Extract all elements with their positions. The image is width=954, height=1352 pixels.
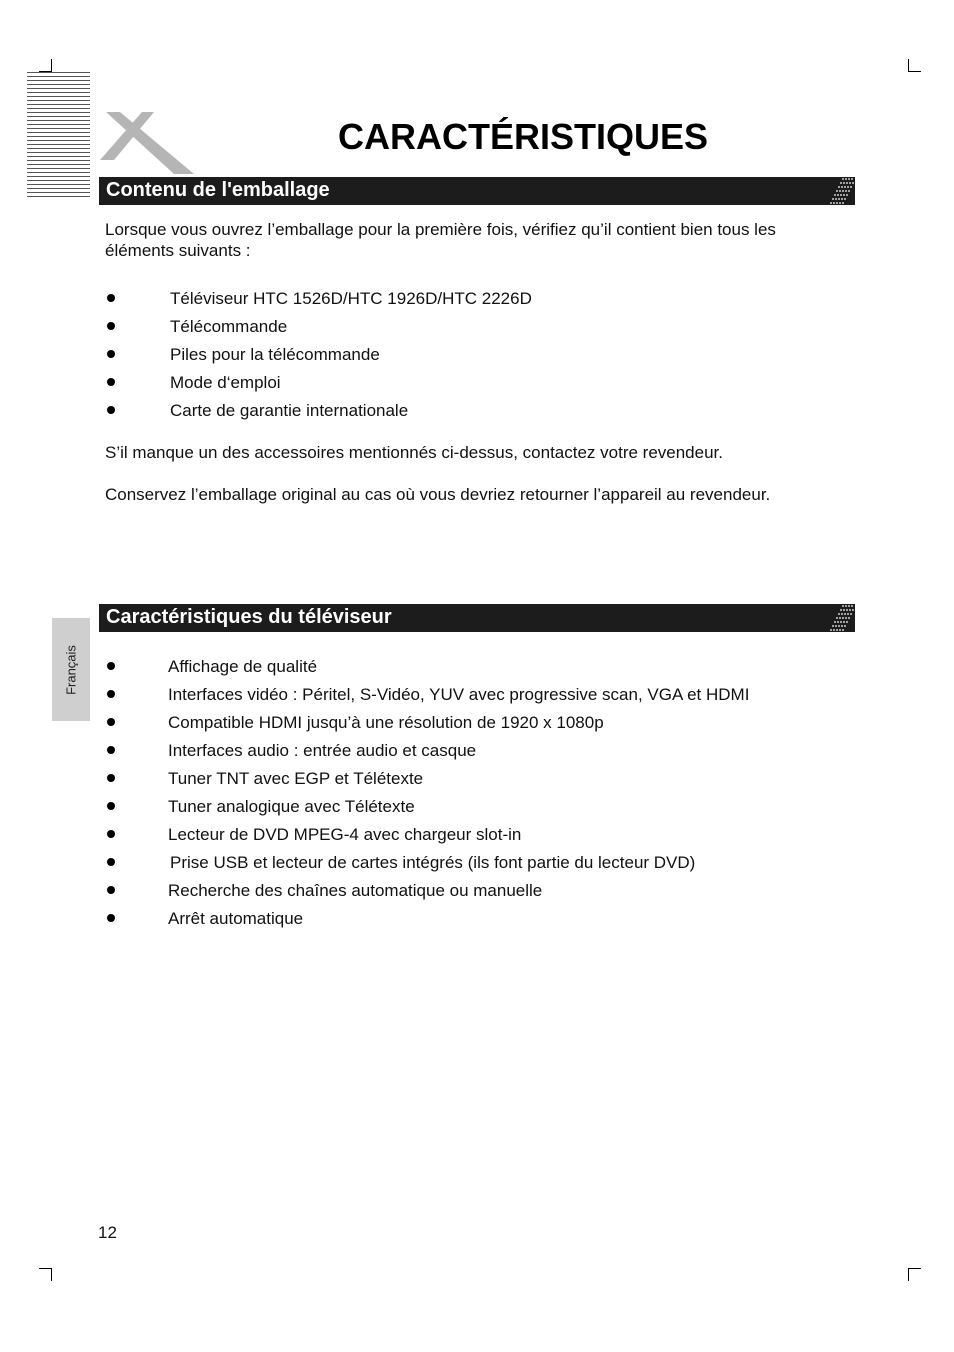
bullet-dot-icon — [107, 322, 115, 330]
package-intro-paragraph: Lorsque vous ouvrez l’emballage pour la première fois, vérifiez qu’il contient bien tous les éléments suivants : — [105, 220, 776, 260]
keep-packaging-note: Conservez l’emballage original au cas où vous devriez retourner l’appareil au revendeur. — [105, 485, 771, 504]
bullet-dot-icon — [107, 802, 115, 810]
bullet-dot-icon — [107, 294, 115, 302]
crop-mark-bottom-right — [908, 1268, 921, 1281]
bullet-dot-icon — [107, 378, 115, 386]
bullet-dot-icon — [107, 718, 115, 726]
section-header-tv-features — [99, 604, 855, 632]
missing-accessories-note: S’il manque un des accessoires mentionnés ci-dessus, contactez votre revendeur. — [105, 443, 723, 462]
section-title: Caractéristiques du téléviseur — [106, 606, 392, 628]
dotted-pattern-icon — [815, 604, 855, 632]
crop-mark-top-left — [39, 59, 52, 72]
bullet-dot-icon — [107, 914, 115, 922]
section-header-package-contents — [99, 177, 855, 205]
page-number: 12 — [98, 1223, 117, 1242]
dotted-pattern-icon — [815, 177, 855, 205]
bullet-dot-icon — [107, 662, 115, 670]
bullet-dot-icon — [107, 406, 115, 414]
crop-mark-top-right — [908, 59, 921, 72]
bullet-dot-icon — [107, 690, 115, 698]
decorative-stripes — [27, 72, 90, 200]
bullet-dot-icon — [107, 350, 115, 358]
bullet-dot-icon — [107, 746, 115, 754]
bullet-dot-icon — [107, 830, 115, 838]
crop-mark-bottom-left — [39, 1268, 52, 1281]
bullet-dot-icon — [107, 774, 115, 782]
page-title: CARACTÉRISTIQUES — [338, 116, 709, 157]
language-label: Français — [63, 644, 79, 695]
section-title: Contenu de l'emballage — [106, 179, 330, 201]
xoro-x-logo-icon — [96, 108, 200, 178]
bullet-dot-icon — [107, 886, 115, 894]
language-tab — [52, 618, 90, 721]
bullet-dot-icon — [107, 858, 115, 866]
